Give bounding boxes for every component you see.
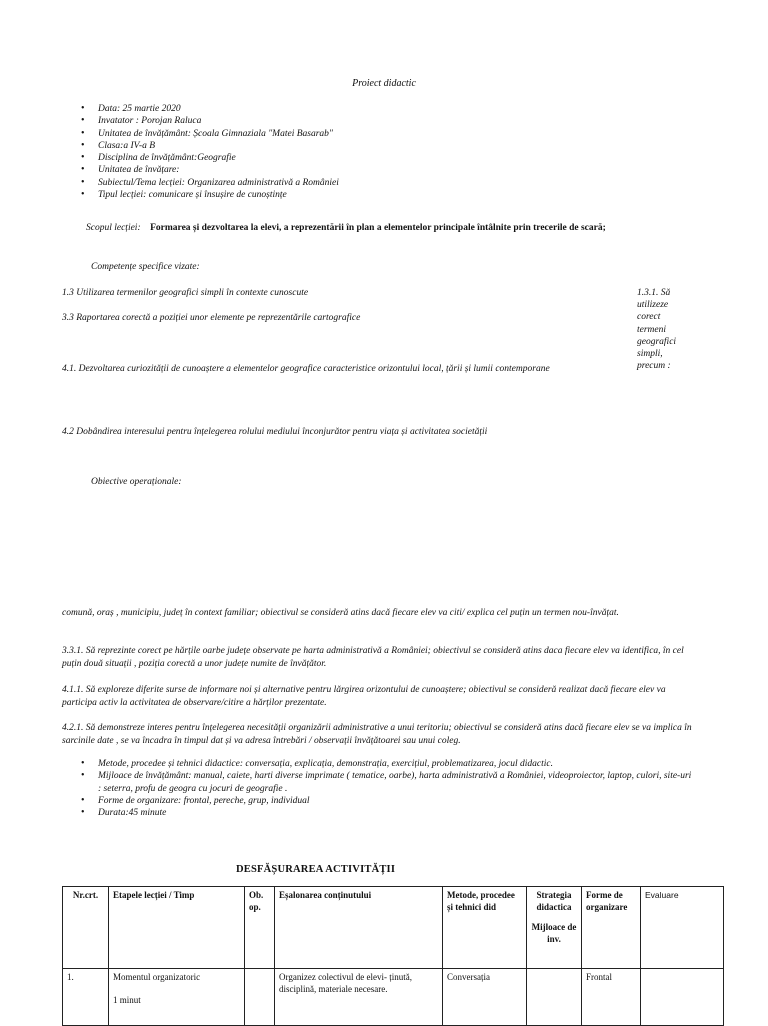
objective-paragraph-1: comună, oraș , municipiu, județ în context familiar; obiectivul se consideră atins dacă fiecare elev va citi/ explica cel puțin un termen nou-învățat. xyxy=(62,608,619,618)
cell-content: Organizez colectivul de elevi- ținută, disciplină, materiale necesare. xyxy=(275,969,443,1026)
cell-nr: 1. xyxy=(63,969,109,1026)
document-title: Proiect didactic xyxy=(352,78,416,89)
objectives-heading: Obiective operaționale: xyxy=(91,477,182,487)
header-teaching-aids-label: Mijloace de inv. xyxy=(531,922,577,944)
cell-stage-time: 1 minut xyxy=(113,994,141,1005)
competence-4-2: 4.2 Dobândirea interesului pentru înțelegerea rolului mediului înconjurător pentru viața și activitatea societății xyxy=(62,427,488,437)
header-strategy-label: Strategia didactica xyxy=(536,890,572,912)
table-row xyxy=(63,969,724,1026)
resource-methods: • Metode, procedee și tehnici didactice: conversația, explicația, demonstrația, exercițiul, problematizarea, jocul didactic. xyxy=(76,758,696,770)
resource-materials: • Mijloace de învățământ: manual, caiete, harti diverse imprimate ( tematice, oarbe), harta administrativă a României, videoproiector, laptop, culori, site-uri : seterra, profu de geogra cu jocuri de geografie . xyxy=(76,770,696,795)
lesson-purpose xyxy=(62,222,692,235)
header-objectives: Ob. op. xyxy=(245,887,275,969)
cell-evaluation xyxy=(641,969,724,1026)
info-item-date: • Data: 25 martie 2020 xyxy=(76,103,339,115)
cell-stage xyxy=(109,969,245,1026)
lesson-purpose-text: Formarea și dezvoltarea la elevi, a reprezentării în plan a elementelor principale întâlnite prin trecerile de scară; xyxy=(150,223,606,233)
info-item-unit: • Unitatea de învățare: xyxy=(76,164,339,176)
info-item-school: • Unitatea de învățământ: Școala Gimnaziala "Matei Basarab" xyxy=(76,128,339,140)
objective-paragraph-4-2-1: 4.2.1. Să demonstreze interes pentru înțelegerea necesității organizării administrative a unui teritoriu; obiectivul se consideră atins dacă fiecare elev se va implica în sarcinile date , se va încadra în timpul dat și va adresa întrebări / observații învățătoarei sau unui coleg. xyxy=(62,723,692,746)
lesson-info-list xyxy=(76,103,339,201)
cell-strategy xyxy=(527,969,582,1026)
header-content: Eșalonarea conținutului xyxy=(275,887,443,969)
competence-4-1: 4.1. Dezvoltarea curiozității de cunoaștere a elementelor geografice caracteristice orizontului local, țării și lumii contemporane xyxy=(62,364,550,374)
resources-list xyxy=(76,758,696,819)
objective-paragraph-4-1-1: 4.1.1. Să exploreze diferite surse de informare noi și alternative pentru lărgirea orizontului de cunoaștere; obiectivul se consideră realizat dacă fiecare elev va participa activ la activitatea de observare/citire a hărților prezentate. xyxy=(62,685,666,708)
resource-duration: • Durata:45 minute xyxy=(76,807,696,819)
lesson-purpose-label: Scopul lecției: xyxy=(86,223,141,233)
info-item-subject: • Subiectul/Tema lecției: Organizarea administrativă a României xyxy=(76,177,339,189)
header-evaluation: Evaluare xyxy=(641,887,724,969)
header-nr: Nr.crt. xyxy=(63,887,109,969)
competences-heading: Competențe specifice vizate: xyxy=(91,262,200,272)
info-item-discipline: • Disciplina de învățământ:Geografie xyxy=(76,152,339,164)
cell-methods: Conversația xyxy=(443,969,527,1026)
table-header-row xyxy=(63,887,724,969)
header-strategy xyxy=(527,887,582,969)
cell-objective xyxy=(245,969,275,1026)
activity-table xyxy=(62,886,724,1026)
resource-organization: • Forme de organizare: frontal, pereche, grup, individual xyxy=(76,795,696,807)
info-item-lesson-type: • Tipul lecției: comunicare și însușire de cunoștințe xyxy=(76,189,339,201)
cell-stage-name: Momentul organizatoric xyxy=(113,972,201,982)
header-stages: Etapele lecției / Timp xyxy=(109,887,245,969)
competence-1-3: 1.3 Utilizarea termenilor geografici simpli în contexte cunoscute xyxy=(62,288,309,298)
objective-paragraph-3-3-1: 3.3.1. Să reprezinte corect pe hărțile oarbe județe observate pe harta administrativă a României; obiectivul se consideră atins daca fiecare elev va identifica, în cel puțin două situații , poziția corectă a unor județe numite de învățător. xyxy=(62,646,684,669)
activity-heading: DESFĂȘURAREA ACTIVITĂȚII xyxy=(236,864,396,875)
cell-forms: Frontal xyxy=(582,969,641,1026)
objective-side-note: 1.3.1. Să utilizeze corect termeni geografici simpli, precum : xyxy=(637,288,677,372)
header-methods: Metode, procedee și tehnici did xyxy=(443,887,527,969)
info-item-class: • Clasa:a IV-a B xyxy=(76,140,339,152)
header-forms: Forme de organizare xyxy=(582,887,641,969)
info-item-teacher: • Invatator : Porojan Raluca xyxy=(76,115,339,127)
competence-3-3: 3.3 Raportarea corectă a poziției unor elemente pe reprezentările cartografice xyxy=(62,313,361,323)
